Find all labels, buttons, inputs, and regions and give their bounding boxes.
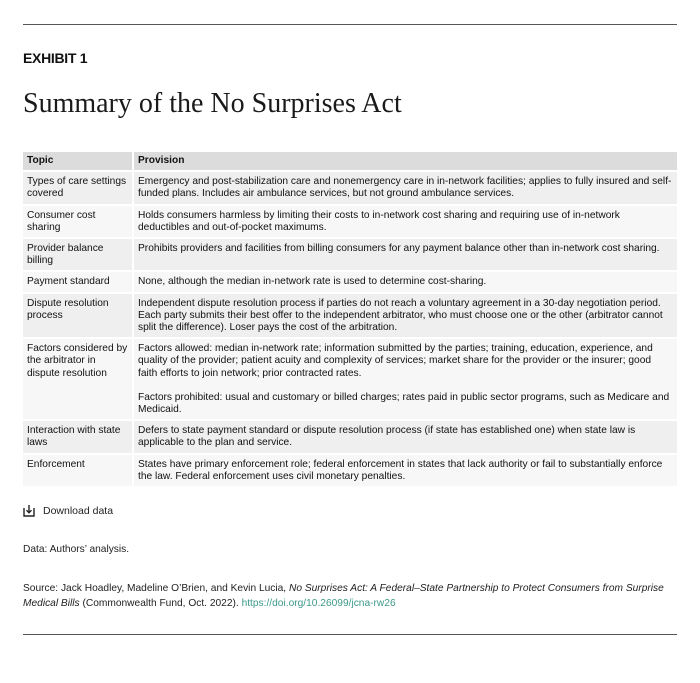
factors-allowed-text: Factors allowed: median in-network rate; information submitted by the parties; training, education, experience, and quality of the provider; patient acuity and complexity of services; market share for the provider or the insurer; good faith efforts to join network; prior contracted rates. [138,343,653,379]
topic-cell: Enforcement [23,455,134,486]
source-note [23,582,677,611]
download-label: Download data [43,504,114,517]
source-doi-link[interactable]: https://doi.org/10.26099/jcna-rw26 [241,597,396,609]
column-header-provision: Provision [134,152,677,170]
data-note: Data: Authors’ analysis. [23,544,130,555]
bottom-divider [23,634,677,635]
topic-cell: Payment standard [23,272,134,291]
factors-prohibited-text: Factors prohibited: usual and customary or billed charges; rates paid in public sector programs, such as Medicare and Medicaid. [138,391,670,416]
topic-cell: Types of care settings covered [23,172,134,203]
source-title: No Surprises Act: A Federal–State Partnership to Protect Consumers from Surprise Medical Bills [23,583,664,609]
provision-cell: Holds consumers harmless by limiting their costs to in-network cost sharing and requiring use of in-network deductibles and out-of-pocket maximums. [134,206,677,237]
table-row [23,206,677,237]
provision-cell: None, although the median in-network rate is used to determine cost-sharing. [134,272,677,291]
table-row [23,455,677,486]
download-icon [23,504,35,517]
download-data-button[interactable] [23,504,113,517]
table-row [23,421,677,452]
table-header-row [23,152,677,170]
topic-cell: Dispute resolution process [23,294,134,338]
table-row [23,339,677,419]
topic-cell: Factors considered by the arbitrator in dispute resolution [23,339,134,419]
provision-cell: Defers to state payment standard or dispute resolution process (if state has established one) when state law is applicable to the plan and service. [134,421,677,452]
top-divider [23,24,677,25]
table-row [23,239,677,270]
provision-cell: States have primary enforcement role; federal enforcement in states that lack authority or fail to substantially enforce the law. Federal enforcement uses civil monetary penalties. [134,455,677,486]
table-row [23,272,677,291]
column-header-topic: Topic [23,152,134,170]
table-row [23,294,677,338]
topic-cell: Interaction with state laws [23,421,134,452]
provision-cell: Independent dispute resolution process if parties do not reach a voluntary agreement in a 30-day negotiation period. Each party submits their best offer to the independent arbitrator, who must choose one or the other (arbitrator cannot split the difference). Loser pays the cost of the arbitration. [134,294,677,338]
provision-cell [134,339,677,419]
table-row [23,172,677,203]
summary-table [23,150,677,488]
page-title: Summary of the No Surprises Act [23,88,402,119]
exhibit-label: EXHIBIT 1 [23,50,88,66]
source-suffix: (Commonwealth Fund, Oct. 2022). [79,597,242,609]
provision-cell: Prohibits providers and facilities from billing consumers for any payment balance other than in-network cost sharing. [134,239,677,270]
provision-cell: Emergency and post-stabilization care and nonemergency care in in-network facilities; applies to fully insured and self-funded plans. Includes air ambulance services, but not ground ambulance services. [134,172,677,203]
source-prefix: Source: Jack Hoadley, Madeline O’Brien, and Kevin Lucia, [23,583,289,594]
topic-cell: Provider balance billing [23,239,134,270]
topic-cell: Consumer cost sharing [23,206,134,237]
